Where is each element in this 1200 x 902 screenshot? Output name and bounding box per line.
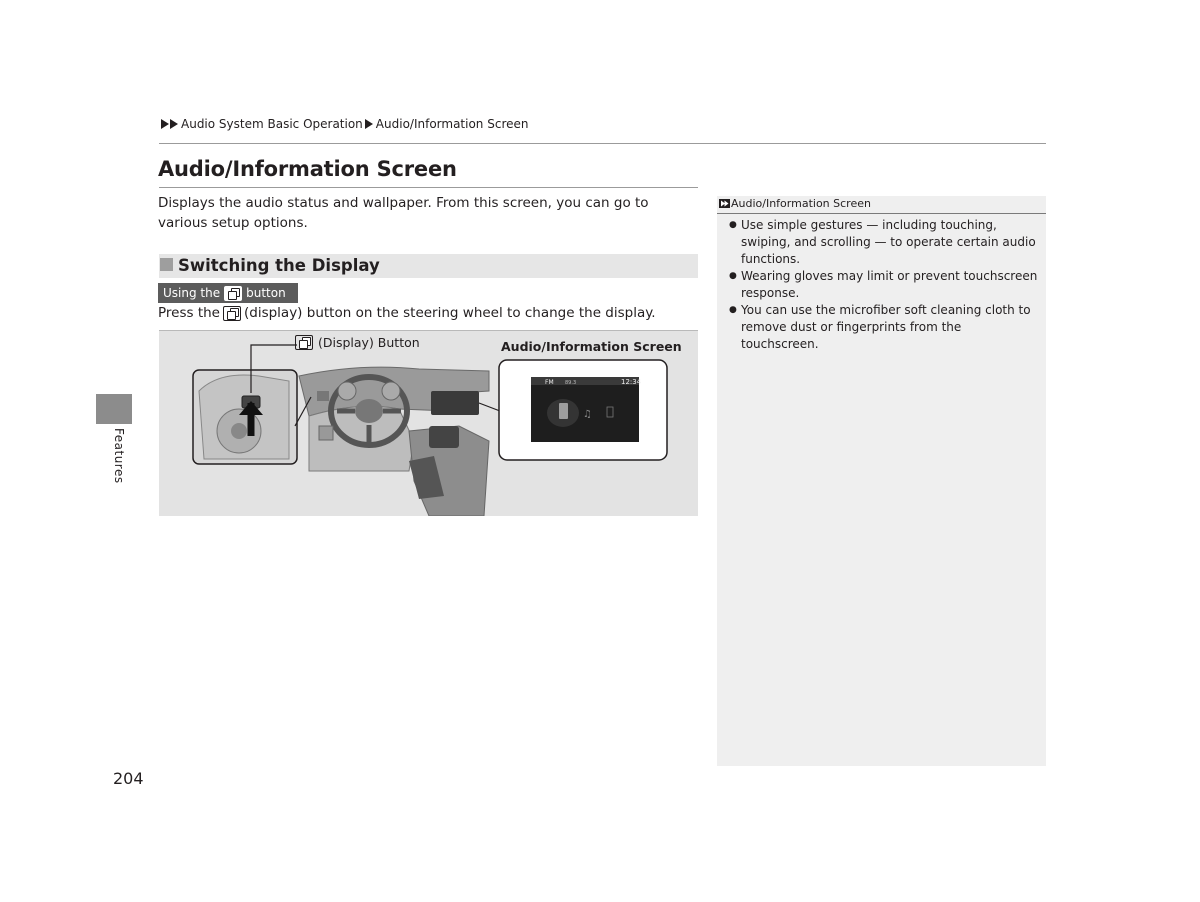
sidebar-notes (729, 217, 1039, 353)
display-button-icon (295, 335, 313, 350)
display-button-icon (223, 306, 241, 321)
sidebar-header (717, 196, 1046, 214)
display-button-callout (295, 335, 420, 350)
usage-tag (158, 283, 298, 303)
screen-callout-label: Audio/Information Screen (501, 339, 682, 354)
sidebar-title: Audio/Information Screen (731, 197, 871, 210)
page-number: 204 (113, 769, 144, 788)
sidebar-note: ● You can use the microfiber soft cleaning cloth to remove dust or fingerprints from the touchscreen. (729, 302, 1039, 353)
usage-tag-suffix: button (246, 286, 286, 300)
page-title: Audio/Information Screen (158, 157, 457, 181)
instruction-suffix: (display) button on the steering wheel to change the display. (243, 305, 656, 321)
intro-paragraph: Displays the audio status and wallpaper. From this screen, you can go to various setup options. (158, 195, 649, 231)
title-rule (159, 187, 698, 188)
screen-status-source: FM (545, 379, 554, 386)
chapter-tab (96, 394, 132, 424)
dashboard-figure (159, 330, 698, 516)
breadcrumb-item-current: Audio/Information Screen (375, 117, 529, 131)
sidebar-note: ● Wearing gloves may limit or prevent touchscreen response. (729, 268, 1039, 302)
chapter-tab-label: Features (112, 428, 126, 484)
screen-clock: 12:34 (621, 378, 642, 386)
breadcrumb-separator-icon (365, 119, 374, 129)
section-square-icon (160, 258, 173, 271)
breadcrumb-arrow-icon (161, 119, 179, 129)
instruction-prefix: Press the (158, 305, 220, 321)
reference-arrow-icon (719, 197, 730, 206)
svg-text:♫: ♫ (583, 409, 592, 420)
header-rule (159, 143, 1046, 144)
section-title: Switching the Display (178, 256, 380, 275)
screen-status-freq: 89.3 (565, 380, 577, 386)
dashboard-illustration (159, 331, 698, 516)
sidebar-note: ● Use simple gestures — including touching, swiping, and scrolling — to operate certain audio functions. (729, 217, 1039, 268)
breadcrumb-item-audio-system[interactable]: Audio System Basic Operation (181, 117, 363, 131)
dashboard-drawing (299, 367, 489, 516)
usage-tag-prefix: Using the (163, 286, 221, 300)
callout-label: (Display) Button (318, 335, 420, 350)
breadcrumb (159, 117, 528, 131)
instruction-text (158, 303, 656, 323)
display-button-icon (224, 286, 242, 301)
